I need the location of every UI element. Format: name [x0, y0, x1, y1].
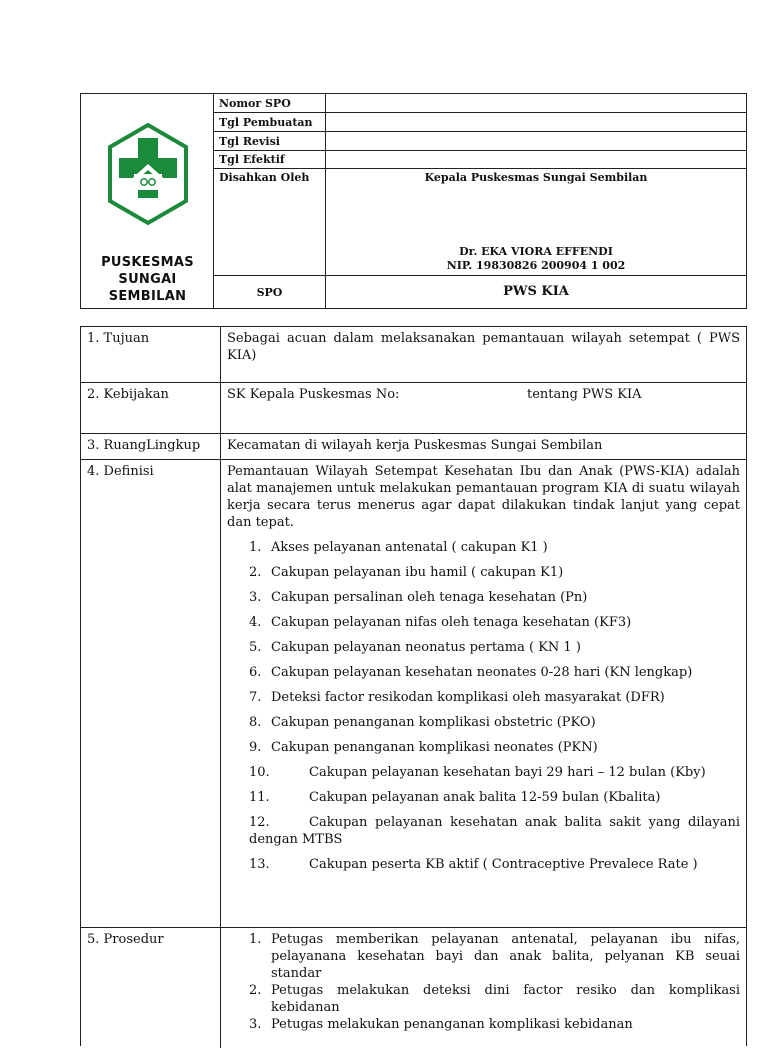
- logo-cell: [81, 94, 214, 308]
- tujuan-text: Sebagai acuan dalam melaksanakan pemantauan wilayah setempat ( PWS KIA): [227, 331, 740, 363]
- indicator-number: 10.: [249, 765, 270, 780]
- indicator-text: Cakupan pelayanan anak balita 12-59 bulan (Kbalita): [309, 790, 661, 805]
- definisi-text: Pemantauan Wilayah Setempat Kesehatan Ibu dan Anak (PWS-KIA) adalah alat manajemen untuk melakukan pemantauan program KIA di suatu wilayah kerja secara terus menerus agar dapat dilakukan tindak lanjut yang cepat dan tepat.: [227, 464, 740, 530]
- prosedur-number: 3.: [249, 1017, 262, 1032]
- indicator-number: 13.: [249, 857, 270, 872]
- indicator-number: 7.: [249, 690, 262, 705]
- prosedur-item: [227, 1016, 740, 1033]
- indicator-text: Cakupan pelayanan neonatus pertama ( KN 1 ): [271, 640, 581, 655]
- indicator-item: [227, 856, 740, 873]
- indicator-text: Cakupan penanganan komplikasi obstetric (PKO): [271, 715, 596, 730]
- disahkan-label: Disahkan Oleh: [219, 171, 310, 184]
- indicator-number: 12.: [249, 815, 270, 830]
- indicator-text: Cakupan peserta KB aktif ( Contraceptive Prevalece Rate ): [309, 857, 698, 872]
- kebijakan-tentang: tentang PWS KIA: [527, 387, 642, 402]
- disahkan-value: Kepala Puskesmas Sungai Sembilan: [424, 171, 648, 184]
- indicator-item: [227, 664, 740, 681]
- spo-header-table: [80, 93, 747, 309]
- kebijakan-text: [221, 383, 746, 403]
- indicator-text: Cakupan penanganan komplikasi neonates (PKN): [271, 740, 598, 755]
- indicator-item: [227, 539, 740, 556]
- row-ruang-lingkup: [81, 434, 746, 460]
- indicator-text: Cakupan pelayanan kesehatan neonates 0-28 hari (KN lengkap): [271, 665, 693, 680]
- puskesmas-logo-icon: [107, 122, 189, 228]
- prosedur-list: [227, 931, 740, 1033]
- prosedur-number: 2.: [249, 983, 262, 998]
- indicator-item: [227, 814, 740, 848]
- row-tujuan: [81, 327, 746, 383]
- prosedur-item: [227, 931, 740, 982]
- indicator-text: Cakupan pelayanan nifas oleh tenaga kesehatan (KF3): [271, 615, 632, 630]
- prosedur-content: [221, 928, 746, 1033]
- indicator-text: Deteksi factor resikodan komplikasi oleh masyarakat (DFR): [271, 690, 665, 705]
- row-kebijakan: [81, 383, 746, 434]
- definisi-label: 4. Definisi: [81, 460, 221, 927]
- prosedur-text: Petugas melakukan penanganan komplikasi kebidanan: [271, 1017, 633, 1032]
- indicator-number: 4.: [249, 615, 262, 630]
- ruang-lingkup-text: Kecamatan di wilayah kerja Puskesmas Sungai Sembilan: [227, 438, 603, 453]
- row-definisi: [81, 460, 746, 928]
- prosedur-number: 1.: [249, 932, 262, 947]
- kebijakan-sk: SK Kepala Puskesmas No:: [227, 387, 400, 402]
- indicator-text: Cakupan pelayanan kesehatan anak balita sakit yang dilayani dengan MTBS: [249, 815, 740, 847]
- indicator-number: 9.: [249, 740, 262, 755]
- row-prosedur: [81, 928, 746, 1048]
- indicator-number: 11.: [249, 790, 270, 805]
- spo-label: SPO: [256, 286, 283, 299]
- indicator-number: 1.: [249, 540, 262, 555]
- indicator-text: Cakupan pelayanan kesehatan bayi 29 hari – 12 bulan (Kby): [309, 765, 706, 780]
- signer-nip: NIP. 19830826 200904 1 002: [446, 259, 626, 272]
- nomor-spo-label: Nomor SPO: [219, 97, 291, 110]
- tgl-pembuatan-label: Tgl Pembuatan: [219, 116, 313, 129]
- indicator-item: [227, 639, 740, 656]
- spo-title: PWS KIA: [503, 284, 569, 299]
- indicator-number: 2.: [249, 565, 262, 580]
- indicator-text: Cakupan pelayanan ibu hamil ( cakupan K1): [271, 565, 564, 580]
- signer-name: Dr. EKA VIORA EFFENDI: [459, 245, 613, 258]
- indicator-item: [227, 739, 740, 756]
- organization-name: PUSKESMAS SUNGAI SEMBILAN: [101, 255, 194, 304]
- indicator-item: [227, 614, 740, 631]
- indicator-number: 6.: [249, 665, 262, 680]
- definisi-content: [221, 460, 746, 881]
- tgl-efektif-label: Tgl Efektif: [219, 153, 285, 166]
- indicator-number: 3.: [249, 590, 262, 605]
- indicator-item: [227, 714, 740, 731]
- indicator-text: Cakupan persalinan oleh tenaga kesehatan (Pn): [271, 590, 588, 605]
- indicator-item: [227, 589, 740, 606]
- indicator-list: [227, 539, 740, 873]
- tgl-revisi-label: Tgl Revisi: [219, 135, 280, 148]
- kebijakan-label: 2. Kebijakan: [81, 383, 221, 433]
- indicator-item: [227, 564, 740, 581]
- indicator-item: [227, 764, 740, 781]
- indicator-item: [227, 789, 740, 806]
- prosedur-text: Petugas melakukan deteksi dini factor resiko dan komplikasi kebidanan: [271, 983, 740, 1015]
- indicator-item: [227, 689, 740, 706]
- indicator-number: 5.: [249, 640, 262, 655]
- prosedur-item: [227, 982, 740, 1016]
- spo-content-table: [80, 326, 747, 1046]
- prosedur-text: Petugas memberikan pelayanan antenatal, pelayanan ibu nifas, pelayanana kesehatan bayi dan anak balita, pelyanan KB seuai standar: [271, 932, 740, 981]
- indicator-number: 8.: [249, 715, 262, 730]
- tujuan-label: 1. Tujuan: [81, 327, 221, 382]
- prosedur-label: 5. Prosedur: [81, 928, 221, 1048]
- ruang-lingkup-label: 3. RuangLingkup: [81, 434, 221, 459]
- indicator-text: Akses pelayanan antenatal ( cakupan K1 ): [271, 540, 548, 555]
